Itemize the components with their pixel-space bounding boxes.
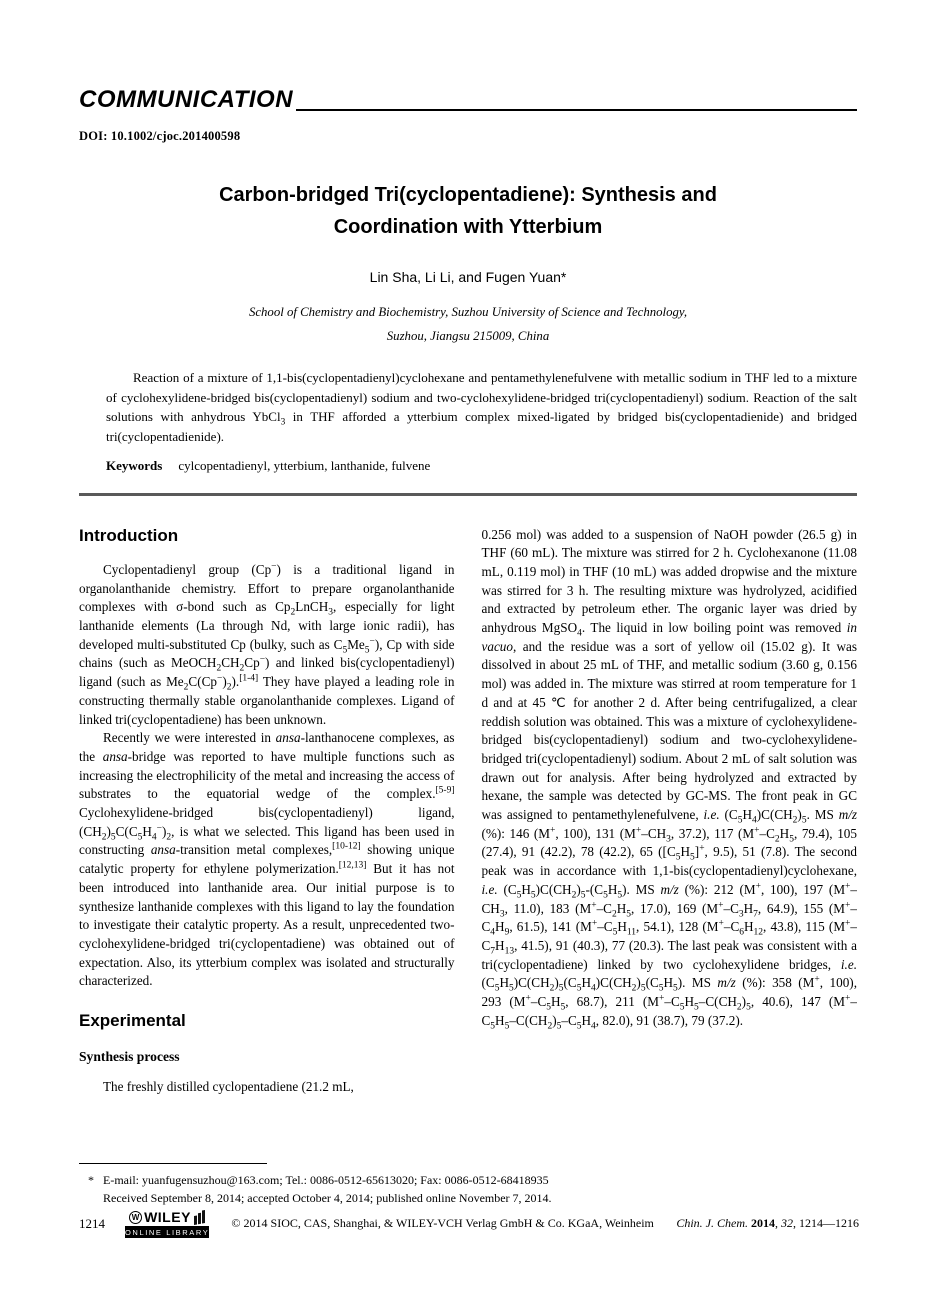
footnote-block [79, 1163, 639, 1207]
copyright-line: © 2014 SIOC, CAS, Shanghai, & WILEY-VCH Verlag GmbH & Co. KGaA, Weinheim [231, 1216, 654, 1230]
header-rule [296, 109, 857, 111]
section-divider-rule [79, 493, 857, 496]
footnote-text [103, 1172, 552, 1207]
right-column [482, 526, 858, 1196]
wiley-online-library-label: ONLINE LIBRARY [125, 1228, 210, 1237]
left-column [79, 526, 455, 1196]
footnote-body [79, 1172, 639, 1207]
authors: Lin Sha, Li Li, and Fugen Yuan* [369, 269, 567, 285]
doi: DOI: 10.1002/cjoc.201400598 [79, 129, 241, 143]
affiliation-line-2: Suzhou, Jiangsu 215009, China [386, 329, 550, 343]
books-icon [194, 1210, 205, 1225]
page-title [79, 179, 857, 243]
section-heading-introduction: Introduction [79, 525, 179, 545]
page-footer [79, 1209, 859, 1238]
journal-citation: Chin. J. Chem. 2014, 32, 1214—1216 [676, 1216, 859, 1230]
article-type-label: COMMUNICATION [79, 86, 294, 113]
synthesis-paragraph-continuation: 0.256 mol) was added to a suspension of NaOH powder (26.5 g) in THF (60 mL). The mixture was stirred for 2 h. Cyclohexanone (11.08 mL, 0.119 mol) in THF (10 mL) was added dropwise and the mixture was stirred for 3 h. The resulting mixture was hydrolyzed, acidified and extracted by petroleum ether. The organic layer was dried by anhydrous MgSO$_4$. The liquid in low boiling point was removed in vacuo, and the residue was a sort of yellow oil (15.02 g). It was dissolved in about 25 mL of THF, and metallic sodium (3.60 g, 0.156 mol) was added in. The mixture was stirred at room temperature for 1 d and at 45 ℃ for another 2 d. After being centrifugalized, a clear reddish solution was obtained. This was a mixture of cyclohexylidene-bridged bis(cyclopentadienyl) sodium and two-cyclohexylidene-bridged tri(cyclopentadienyl) sodium. About 2 mL of salt solution was drawn out for analysis. After being hydrolyzed and extracted by hexane, the sample was detected by GC-MS. The front peak in GC was assigned to pentamethylenefulvene, i.e. $(C_5H_4)C(CH_2)_5$. MS m/z (%): 146 (M+, 100), 131 ($M^+-CH_3$, 37.2), 117 ($M^+-C_2H_5$, 79.4), 105 (27.4), 91 (42.2), 78 (42.2), 65 ($[C_5H_5]^+$, 9.5), 51 (7.8). The second peak was in accordance with 1,1-bis(cyclopentadienyl)cyclohexane, i.e. $(C_5H_5)C(CH_2)_5-(C_5H_5)$. MS m/z (%): 212 (M+, 100), 197 ($M^+-CH_3$, 11.0), 183 ($M^+-C_2H_5$, 17.0), 169 ($M^+-C_3H_7$, 64.9), 155 ($M^+-C_4H_9$, 61.5), 141 ($M^+-C_5H_{11}$, 54.1), 128 ($M^+-C_6H_{12}$, 43.8), 115 ($M^+-C_7H_{13}$, 41.5), 91 (40.3), 77 (20.3). The last peak was consistent with a tri(cyclopentadiene) linked by two cyclohexylidene bridges, i.e. $(C_5H_5)C(CH_2)_5(C_5H_4)C(CH_2)_5(C_5H_5)$. MS m/z (%): 358 (M+, 100), 293 ($M^+-C_5H_5$, 68.7), 211 ($M^+-C_5H_5-C(CH_2)_5$, 40.6), 147 ($M^+-C_5H_5-C(CH_2)_5-C_5H_4$, 82.0), 91 (38.7), 79 (37.2). [481, 526, 857, 1032]
abstract-paragraph: Reaction of a mixture of 1,1-bis(cyclopentadienyl)cyclohexane and pentamethylenefulvene with metallic sodium in THF led to a mixture of cyclohexylidene-bridged bis(cyclopentadienyl) sodium and two-cyclohexylidene-bridged tri(cyclopentadienyl) sodium. Reaction of the salt solutions with anhydrous YbCl$_3$ in THF afforded a ytterbium complex mixed-ligated by bridged bis(cyclopentadienide) and bridged tri(cyclopentadienide). [106, 370, 857, 444]
wiley-w-roundel-icon: W [129, 1211, 142, 1224]
affiliation [79, 300, 857, 348]
synthesis-paragraph-start: The freshly distilled cyclopentadiene (21.2 mL, [103, 1079, 354, 1095]
two-column-body [79, 526, 857, 1196]
article-type-header [79, 88, 857, 112]
section-heading-experimental: Experimental [79, 1011, 186, 1031]
footnote-rule [79, 1163, 267, 1164]
footnote-asterisk: * [88, 1173, 94, 1187]
subsection-heading-synthesis-process: Synthesis process [79, 1049, 180, 1065]
keywords-label: Keywords [106, 458, 163, 473]
keywords-row [106, 458, 857, 474]
page-number: 1214 [79, 1215, 105, 1231]
keywords-text: cylcopentadienyl, ytterbium, lanthanide, fulvene [178, 458, 431, 473]
affiliation-line-1: School of Chemistry and Biochemistry, Suzhou University of Science and Technology, [248, 305, 688, 319]
intro-paragraph-2: Recently we were interested in ansa-lanthanocene complexes, as the ansa-bridge was reported to have multiple functions such as increasing the electrophilicity of the metal and increasing the access of substrates to the equatorial wedge of the complex.[5-9] Cyclohexylidene-bridged bis(cyclopentadienyl) ligand, $(CH_2)_5C(C_5H_4^-)_2$, is what we selected. This ligand has been used in constructing ansa-transition metal complexes,[10-12] showing unique catalytic property for ethylene polymerization.[12,13] But it has not been introduced into lanthanide area. Our initial purpose is to synthesize lanthanide complexes with this ligand to lay the foundation to investigate their catalytic property. As a result, unprecedented two-cyclohexylidene-bridged tri(cyclopentadiene) was obtained out of expectation. Also, its ytterbium complex was isolated and structurally characterized. [79, 730, 455, 989]
page-content [79, 88, 857, 1196]
footnote-contact-line: E-mail: yuanfugensuzhou@163.com; Tel.: 0086-0512-65613020; Fax: 0086-0512-68418935 [103, 1173, 549, 1187]
wiley-online-library-logo [125, 1209, 209, 1238]
wiley-wordmark: WILEY [144, 1209, 191, 1225]
footnote-dates-line: Received September 8, 2014; accepted October 4, 2014; published online November 7, 2014. [103, 1190, 552, 1205]
title-line-2: Coordination with Ytterbium [333, 216, 603, 238]
intro-paragraph-1: Cyclopentadienyl group (Cp−) is a traditional ligand in organolanthanide chemistry. Effort to prepare organolanthanide complexes with σ-bond such as $Cp_2LnCH_3$, especially for light lanthanide elements (La through Nd, with large ionic radii), has developed multi-substituted Cp (bulky, such as $C_5Me_5^-$), Cp with side chains (such as $MeOCH_2CH_2Cp^-$) and linked bis(cyclopentadienyl) ligand (such as $Me_2C(Cp^-)_2).[1-4]$ They have played a leading role in constructing thermally stable organolanthanide complexes. Ligand of linked tri(cyclopentadiene) has been unknown. [79, 561, 455, 727]
title-line-1: Carbon-bridged Tri(cyclopentadiene): Synthesis and [219, 184, 717, 206]
wiley-logo-top [125, 1209, 209, 1225]
